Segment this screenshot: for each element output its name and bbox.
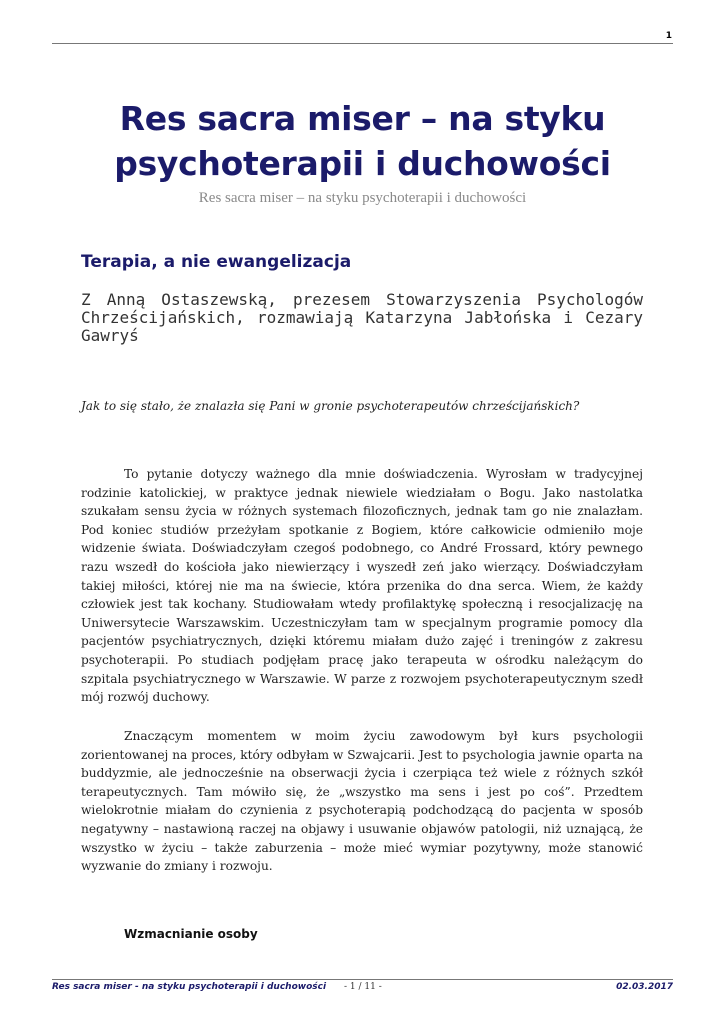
- footer-title: Res sacra miser - na styku psychoterapii i duchowości: [52, 982, 327, 992]
- article-title: Res sacra miser – na styku psychoterapii i duchowości: [114, 99, 611, 183]
- interview-question: Jak to się stało, że znalazła się Pani w gronie psychoterapeutów chrześcijańskich?: [81, 399, 580, 413]
- section-heading: Terapia, a nie ewangelizacja: [81, 252, 352, 272]
- footer-divider: [52, 979, 673, 980]
- footer-page-counter: - 1 / 11 -: [344, 982, 382, 992]
- article-subtitle: Res sacra miser – na styku psychoterapii i duchowości: [198, 190, 527, 206]
- footer-date: 02.03.2017: [616, 982, 673, 992]
- answer-paragraph: Znaczącym momentem w moim życiu zawodowym był kurs psychologii zorientowanej na proces, który odbyłam w Szwajcarii. Jest to psychologia jawnie oparta na buddyzmie, ale jednocześnie na obserwacji życia i czerpiąca też wiele z różnych szkół terapeutycznych. Tam mówiło się, że „wszystko ma sens i jest po coś”. Przedtem wielokrotnie miałam do czynienia z psychoterapią podchodzącą do pacjenta w sposób negatywny – nastawioną raczej na objawy i usuwanie objawów patologii, niż uznającą, że wszystko w życiu – także zaburzenia – może mieć wymiar pozytywny, może stanowić wyzwanie do zmiany i rozwoju.: [81, 729, 643, 874]
- page-number: 1: [665, 31, 672, 41]
- answer-paragraph: To pytanie dotyczy ważnego dla mnie doświadczenia. Wyrosłam w tradycyjnej rodzinie katolickiej, w praktyce jednak niewiele wiedziałam o Bogu. Jako nastolatka szukałam sensu życia w różnych systemach filozoficznych, jednak tam go nie znalazłam. Pod koniec studiów przeżyłam spotkanie z Bogiem, które całkowicie odmieniło moje widzenie świata. Doświadczyłam czegoś podobnego, co André Frossard, który pewnego razu wszedł do kościoła jako niewierzący i wyszedł zeń jako wierzący. Doświadczyłam takiej miłości, której nie ma na świecie, która przenika do dna serca. Wiem, że każdy człowiek jest tak kochany. Studiowałam wtedy profilaktykę społeczną i resocjalizację na Uniwersytecie Warszawskim. Uczestniczyłam tam w specjalnym programie pomocy dla pacjentów psychiatrycznych, dzięki któremu miałam dużo zajęć i treningów z zakresu psychoterapii. Po studiach podjęłam pracę jako terapeuta w ośrodku należącym do szpitala psychiatrycznego w Warszawie. W parze z rozwojem psychoterapeutycznym szedł mój rozwój duchowy.: [81, 467, 643, 705]
- header-divider: [52, 43, 673, 44]
- interview-lead: Z Anną Ostaszewską, prezesem Stowarzyszenia Psychologów Chrześcijańskich, rozmawiają Katarzyna Jabłońska i Cezary Gawryś: [81, 290, 643, 345]
- section-subheading: Wzmacnianie osoby: [124, 927, 258, 941]
